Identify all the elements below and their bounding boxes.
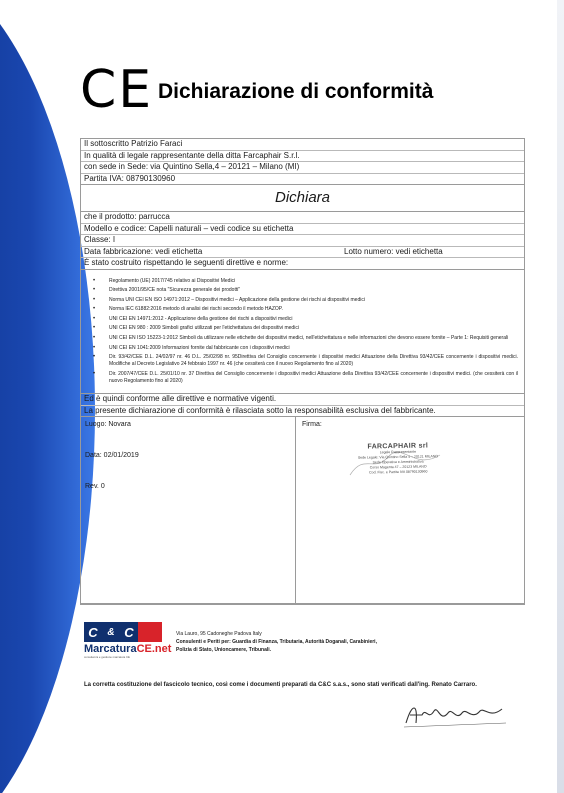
norm-item: • Dir. 2007/47/CEE D.L. 25/01/10 nr. 37 Direttiva del Consiglio concernente i dispositivi medici Attuazione della Direttiva 93/42/CEE concernente i dispositivi medici. (che cessiterà con il nuovo Regolamento fino al 2020) (109, 371, 518, 385)
logo-c-right-icon: C (120, 622, 138, 642)
norm-item: • UNI CEI EN 980 : 2009 Simboli grafici utilizzati per l'etichettatura dei dispositivi medici (109, 325, 518, 332)
company-stamp (350, 443, 447, 477)
norms-list (91, 278, 518, 385)
consultant-services: Consulenti e Periti per: Guardia di Finanza, Tributaria, Autorità Doganali, Carabinieri, (176, 639, 377, 645)
revision-field: Rev. 0 (85, 483, 105, 491)
date-field: Data: 02/01/2019 (85, 452, 139, 460)
logo-wordmark: MarcaturaCE.net (84, 643, 172, 655)
norm-item: • Regolamento (UE) 2017/745 relativo ai Dispositivi Medici (109, 278, 518, 285)
declaration-form (80, 138, 525, 605)
product-class: Classe: I (81, 235, 524, 247)
page-edge (557, 0, 564, 793)
logo-red-bar (138, 622, 162, 642)
verification-note: La corretta costituzione del fascicolo tecnico, così come i documenti preparati da C&C s.a.s., sono stati verificati dall'ing. Renato Carraro. (84, 682, 477, 688)
declarant-role: In qualità di legale rappresentante della ditta Farcaphair S.r.l. (81, 151, 524, 163)
norms-intro: È stato costruito rispettando le seguenti direttive e norme: (81, 258, 524, 270)
logo-tagline: consulenza e gestione marcatura CE (84, 655, 130, 659)
ce-mark-logo: CE (80, 60, 154, 120)
lot-number: Lotto numero: vedi etichetta (344, 246, 443, 256)
norm-item: • UNI CEI EN 14971:2012 - Applicazione della gestione dei rischi a dispositivi medici (109, 316, 518, 323)
product-model: Modello e codice: Capelli naturali – vedi codice su etichetta (81, 224, 524, 236)
norm-item: • Norma IEC 61882:2016 metodo di analisi dei rischi secondo il metodo HAZOP. (109, 306, 518, 313)
signature-label: Firma: (302, 421, 322, 429)
norm-item: • Dir. 93/42/CEE D.L. 24/02/97 nr. 46 D.L. 25/02/98 nr. 95Direttiva del Consiglio concernente i dispositivi medici Attuazione della Direttiva 93/42/CEE concernente i dispositivi medici. Modifiche al Decreto Legislativo 24 febbraio 1997 nr. 46 (che cessiterà con il nuovo Regolamento fino al 2020) (109, 354, 518, 368)
product-date-lot (81, 247, 524, 259)
stamp-line: Sede Legale: Via Quintino Sella 4 – 20121 MILANO (357, 454, 439, 461)
responsibility-statement: La presente dichiarazione di conformità è rilasciata sotto la responsabilità esclusiva del fabbricante. (81, 406, 524, 418)
logo-ampersand-icon: & (102, 622, 120, 642)
consultant-footer (84, 622, 524, 666)
signature-area (81, 417, 524, 604)
stamp-line: Corso Magenta 47 – 20123 MILANO (369, 464, 427, 470)
norm-item: • UNI CEI EN 1041:2009 Informazioni fornite dal fabbricante con i dispositivi medici (109, 345, 518, 352)
manufacture-date: Data fabbricazione: vedi etichetta (84, 246, 203, 256)
signature-block (296, 417, 524, 603)
conformity-statement: Ed è quindi conforme alle direttive e normative vigenti. (81, 394, 524, 406)
stamp-line: Cod. Fisc. e Partita IVA 08790130960 (369, 469, 428, 475)
norm-item: • UNI CEI EN ISO 15223-1:2012 Simboli da utilizzare nelle etichette dei dispositivi medici, nell'etichettatura e nelle informazioni che devono essere fornite – Parte 1: Requisiti generali (109, 335, 518, 342)
product-name: che il prodotto: parrucca (81, 212, 524, 224)
dichiara-heading: Dichiara (81, 185, 524, 212)
place-field: Luogo: Novara (85, 421, 131, 429)
consultant-address: Via Lauro, 95 Cadoneghe Padova Italy (176, 631, 262, 637)
declarant-address: con sede in Sede: via Quintino Sella,4 – 20121 – Milano (MI) (81, 162, 524, 174)
stamp-company-name: FARCAPHAIR srl (367, 442, 429, 451)
stamp-line: Legale Rappresentante (379, 450, 417, 455)
logo-c-left-icon: C (84, 622, 102, 642)
norm-item: • Direttiva 2001/95/CE nota "Sicurezza generale dei prodotti" (109, 287, 518, 294)
declarant-name: Il sottoscritto Patrizio Faraci (81, 139, 524, 151)
engineer-signature-icon (402, 697, 512, 731)
declarant-vat: Partita IVA: 08790130960 (81, 174, 524, 186)
marcaturace-logo (84, 622, 172, 666)
stamp-line: Sede Operativa e Amministrativa (372, 459, 424, 465)
page-title: Dichiarazione di conformità (158, 80, 434, 103)
consultant-contacts (176, 630, 526, 654)
norms-list-box (81, 270, 524, 395)
document-header (80, 60, 520, 120)
norm-item: • Norma UNI CEI EN ISO 14971:2012 – Dispositivi medici – Applicazione della gestione dei rischi ai dispositivi medici (109, 297, 518, 304)
place-date-block (81, 417, 296, 603)
consultant-services-cont: Polizia di Stato, Unioncamere, Tribunali. (176, 647, 272, 653)
